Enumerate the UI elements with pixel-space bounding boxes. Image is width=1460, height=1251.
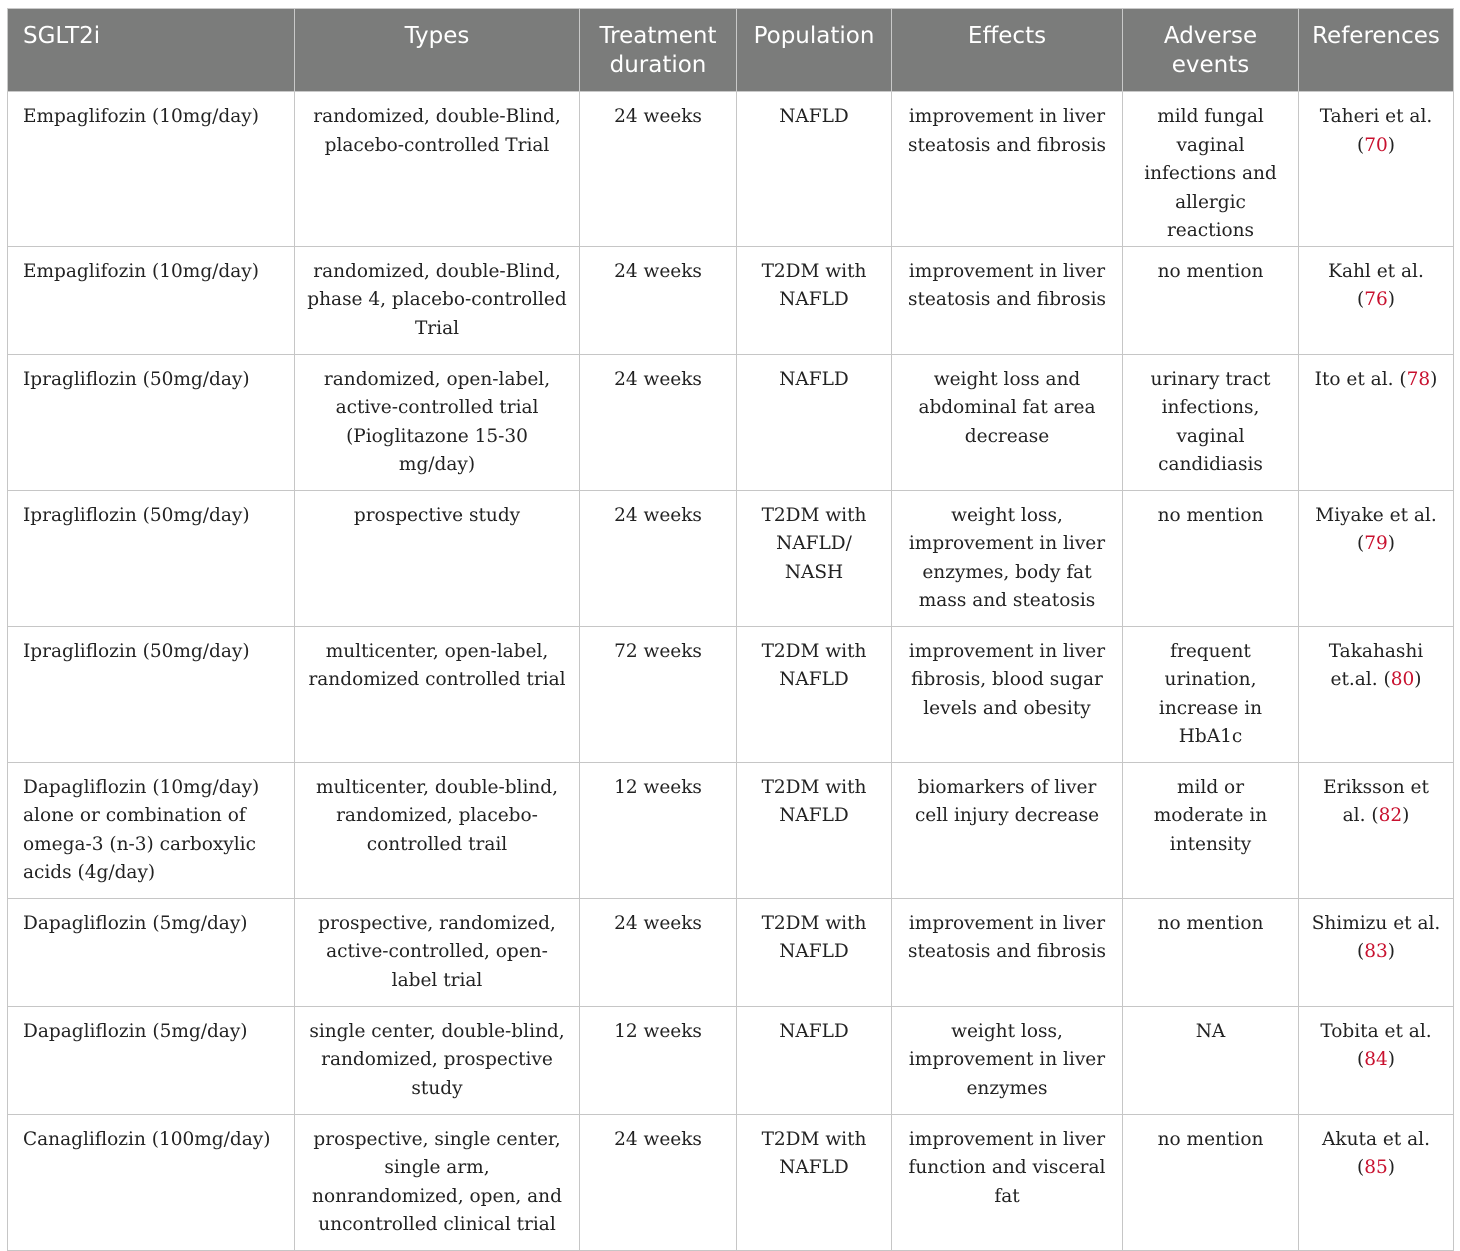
- cell-drug: Dapagliflozin (5mg/day): [8, 1006, 295, 1114]
- cell-population: T2DM with NAFLD: [737, 626, 892, 762]
- table-row: [8, 490, 1454, 626]
- reference-close: ): [1402, 805, 1410, 826]
- cell-population: NAFLD: [737, 92, 892, 247]
- reference-close: ): [1387, 289, 1395, 310]
- cell-reference: [1299, 1006, 1454, 1114]
- cell-drug: Dapagliflozin (5mg/day): [8, 898, 295, 1006]
- cell-population: T2DM with NAFLD: [737, 246, 892, 354]
- cell-adverse-events: mild or moderate in intensity: [1123, 762, 1299, 898]
- cell-types: randomized, open-label, active-controlled trial (Pioglitazone 15-30 mg/day): [295, 354, 580, 490]
- cell-effects: improvement in liver steatosis and fibrosis: [892, 92, 1123, 247]
- cell-adverse-events: frequent urination, increase in HbA1c: [1123, 626, 1299, 762]
- cell-drug: Empaglifozin (10mg/day): [8, 92, 295, 247]
- table-row: [8, 354, 1454, 490]
- header-population: Population: [737, 9, 892, 92]
- reference-text: Ito et al. (: [1314, 368, 1407, 390]
- header-references: References: [1299, 9, 1454, 92]
- cell-adverse-events: mild fungal vaginal infections and allergic reactions: [1123, 92, 1299, 247]
- cell-duration: 72 weeks: [580, 626, 737, 762]
- reference-close: ): [1387, 1157, 1395, 1178]
- cell-types: prospective study: [295, 490, 580, 626]
- cell-population: NAFLD: [737, 354, 892, 490]
- cell-effects: weight loss and abdominal fat area decrease: [892, 354, 1123, 490]
- reference-text: Shimizu et al. (: [1311, 912, 1441, 962]
- cell-adverse-events: no mention: [1123, 246, 1299, 354]
- table-row: [8, 92, 1454, 247]
- cell-population: T2DM with NAFLD: [737, 898, 892, 1006]
- header-sglt2i: SGLT2i: [8, 9, 295, 92]
- cell-adverse-events: NA: [1123, 1006, 1299, 1114]
- cell-types: randomized, double-Blind, placebo-controlled Trial: [295, 92, 580, 247]
- cell-reference: [1299, 898, 1454, 1006]
- cell-reference: [1299, 490, 1454, 626]
- cell-types: multicenter, double-blind, randomized, placebo-controlled trail: [295, 762, 580, 898]
- reference-close: ): [1387, 941, 1395, 962]
- table-header: [8, 9, 1454, 92]
- reference-link[interactable]: 78: [1406, 368, 1431, 390]
- cell-types: prospective, single center, single arm, nonrandomized, open, and uncontrolled clinical trial: [295, 1114, 580, 1250]
- cell-drug: Canagliflozin (100mg/day): [8, 1114, 295, 1250]
- cell-drug: Ipragliflozin (50mg/day): [8, 354, 295, 490]
- cell-reference: [1299, 92, 1454, 247]
- reference-text: Takahashi et.al. (: [1328, 640, 1424, 690]
- cell-effects: improvement in liver steatosis and fibrosis: [892, 898, 1123, 1006]
- cell-types: multicenter, open-label, randomized controlled trial: [295, 626, 580, 762]
- header-treatment-duration: Treatment duration: [580, 9, 737, 92]
- cell-reference: [1299, 354, 1454, 490]
- cell-population: T2DM with NAFLD/ NASH: [737, 490, 892, 626]
- reference-text: Tobita et al. (: [1320, 1020, 1432, 1070]
- table-row: [8, 1006, 1454, 1114]
- table-row: [8, 762, 1454, 898]
- cell-duration: 24 weeks: [580, 92, 737, 247]
- cell-drug: Empaglifozin (10mg/day): [8, 246, 295, 354]
- header-effects: Effects: [892, 9, 1123, 92]
- reference-close: ): [1414, 669, 1422, 690]
- cell-effects: improvement in liver steatosis and fibrosis: [892, 246, 1123, 354]
- cell-duration: 24 weeks: [580, 354, 737, 490]
- table-row: [8, 246, 1454, 354]
- cell-reference: [1299, 626, 1454, 762]
- reference-link[interactable]: 85: [1364, 1157, 1388, 1178]
- cell-duration: 12 weeks: [580, 762, 737, 898]
- reference-link[interactable]: 70: [1364, 134, 1388, 156]
- cell-types: randomized, double-Blind, phase 4, placebo-controlled Trial: [295, 246, 580, 354]
- cell-duration: 24 weeks: [580, 898, 737, 1006]
- reference-close: ): [1387, 533, 1395, 554]
- cell-population: NAFLD: [737, 1006, 892, 1114]
- reference-text: Kahl et al. (: [1328, 260, 1424, 310]
- cell-population: T2DM with NAFLD: [737, 762, 892, 898]
- cell-reference: [1299, 762, 1454, 898]
- reference-close: ): [1387, 134, 1395, 156]
- header-row: [8, 9, 1454, 92]
- reference-link[interactable]: 80: [1390, 669, 1415, 690]
- reference-text: Eriksson et al. (: [1323, 776, 1429, 826]
- reference-close: ): [1430, 368, 1438, 390]
- cell-effects: improvement in liver function and visceral fat: [892, 1114, 1123, 1250]
- cell-population: T2DM with NAFLD: [737, 1114, 892, 1250]
- reference-link[interactable]: 76: [1364, 289, 1388, 310]
- cell-effects: weight loss, improvement in liver enzymes: [892, 1006, 1123, 1114]
- cell-drug: Ipragliflozin (50mg/day): [8, 490, 295, 626]
- cell-adverse-events: urinary tract infections, vaginal candidiasis: [1123, 354, 1299, 490]
- table-body: [8, 92, 1454, 1251]
- reference-text: Taheri et al. (: [1319, 106, 1433, 156]
- cell-drug: Ipragliflozin (50mg/day): [8, 626, 295, 762]
- cell-effects: biomarkers of liver cell injury decrease: [892, 762, 1123, 898]
- reference-link[interactable]: 79: [1364, 533, 1388, 554]
- cell-duration: 24 weeks: [580, 490, 737, 626]
- header-adverse-events: Adverse events: [1123, 9, 1299, 92]
- reference-link[interactable]: 84: [1364, 1049, 1388, 1070]
- cell-duration: 24 weeks: [580, 246, 737, 354]
- reference-text: Akuta et al. (: [1322, 1128, 1430, 1178]
- reference-text: Miyake et al. (: [1315, 504, 1437, 554]
- cell-duration: 12 weeks: [580, 1006, 737, 1114]
- header-types: Types: [295, 9, 580, 92]
- sglt2i-studies-table: [7, 8, 1454, 1251]
- cell-types: single center, double-blind, randomized, prospective study: [295, 1006, 580, 1114]
- cell-duration: 24 weeks: [580, 1114, 737, 1250]
- reference-link[interactable]: 83: [1364, 941, 1388, 962]
- table-row: [8, 626, 1454, 762]
- cell-effects: improvement in liver fibrosis, blood sugar levels and obesity: [892, 626, 1123, 762]
- cell-drug: Dapagliflozin (10mg/day) alone or combination of omega-3 (n-3) carboxylic acids (4g/day): [8, 762, 295, 898]
- table-row: [8, 898, 1454, 1006]
- reference-link[interactable]: 82: [1378, 805, 1403, 826]
- reference-close: ): [1387, 1049, 1395, 1070]
- cell-types: prospective, randomized, active-controlled, open-label trial: [295, 898, 580, 1006]
- cell-effects: weight loss, improvement in liver enzymes, body fat mass and steatosis: [892, 490, 1123, 626]
- cell-adverse-events: no mention: [1123, 1114, 1299, 1250]
- cell-adverse-events: no mention: [1123, 490, 1299, 626]
- cell-adverse-events: no mention: [1123, 898, 1299, 1006]
- cell-reference: [1299, 246, 1454, 354]
